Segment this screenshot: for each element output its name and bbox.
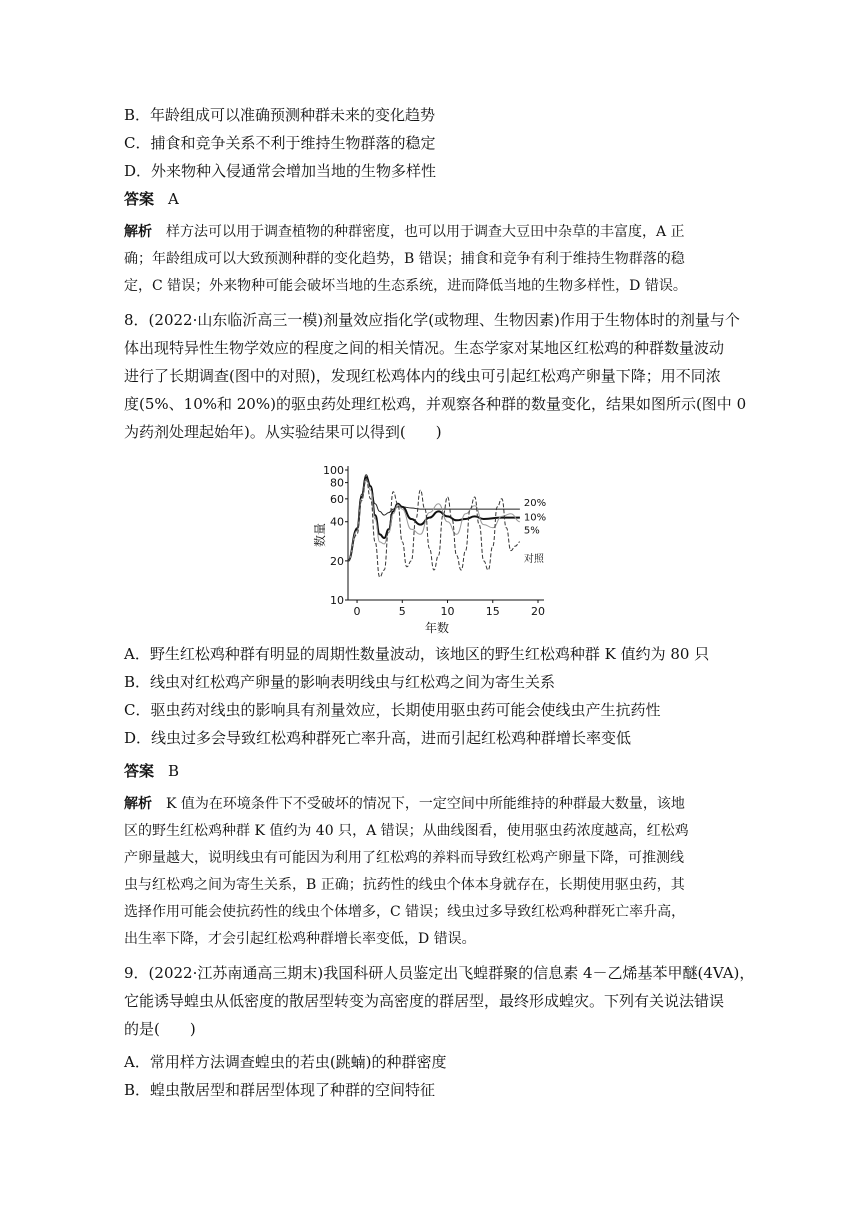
- answer-value: B: [168, 762, 180, 780]
- q8-stem-line: 进行了长期调查(图中的对照)，发现红松鸡体内的线虫可引起红松鸡产卵量下降；用不同浓: [124, 367, 721, 385]
- q9-stem-line: 9．(2022·江苏南通高三期末)我国科研人员鉴定出飞蝗群聚的信息素 4－乙烯基苯甲醚(4VA)，: [124, 964, 755, 982]
- x-axis-label: 年数: [424, 621, 450, 635]
- answer-value: A: [168, 190, 179, 208]
- series-label: 5%: [523, 525, 540, 537]
- y-tick-label: 20: [330, 554, 344, 568]
- population-chart: [310, 460, 580, 640]
- q8-explanation-line: 区的野生红松鸡种群 K 值约为 40 只，A 错误；从曲线图看，使用驱虫药浓度越高，红松鸡: [124, 823, 689, 839]
- q7-option-c: C．捕食和竞争关系不利于维持生物群落的稳定: [124, 134, 436, 152]
- chart-labels: [312, 498, 546, 635]
- q8-option-d: D．线虫过多会导致红松鸡种群死亡率升高，进而引起红松鸡种群增长率变低: [124, 729, 632, 747]
- series-line: [348, 480, 520, 577]
- x-tick-label: 20: [531, 605, 545, 618]
- series-label: 20%: [523, 498, 547, 510]
- q8-stem-line: 8．(2022·山东临沂高三一模)剂量效应指化学(或物理、生物因素)作用于生物体时的剂量与个: [124, 311, 740, 329]
- q7-answer-row: [124, 189, 744, 209]
- q9-option-b: B．蝗虫散居型和群居型体现了种群的空间特征: [124, 1081, 436, 1099]
- series-line: [348, 479, 520, 561]
- y-tick-label: 60: [330, 492, 344, 506]
- x-tick-label: 5: [398, 605, 406, 618]
- q7-option-d: D．外来物种入侵通常会增加当地的生物多样性: [124, 162, 437, 180]
- y-tick-label: 10: [330, 594, 344, 607]
- q8-option-a: A．野生红松鸡种群有明显的周期性数量波动，该地区的野生红松鸡种群 K 值约为 80 只: [124, 645, 710, 663]
- q7-explanation-line: 解析 样方法可以用于调查植物的种群密度，也可以用于调查大豆田中杂草的丰富度，A 正: [124, 224, 685, 240]
- q8-stem-line: 为药剂处理起始年)。从实验结果可以得到( ): [124, 423, 442, 441]
- y-axis-label: 数量: [313, 522, 327, 548]
- q8-option-c: C．驱虫药对线虫的影响具有剂量效应，长期使用驱虫药可能会使线虫产生抗药性: [124, 701, 661, 719]
- explanation-label: 解析: [124, 796, 152, 812]
- q8-stem-line: 体出现特异性生物学效应的程度之间的相关情况。生态学家对某地区红松鸡的种群数量波动: [124, 339, 725, 357]
- q8-answer-row: [124, 761, 744, 781]
- y-tick-label: 40: [330, 515, 344, 529]
- series-label: 10%: [523, 512, 547, 524]
- q7-explanation-line: 定，C 错误；外来物种可能会破坏当地的生态系统，进而降低当地的生物多样性，D 错误。: [124, 278, 687, 294]
- chart-series: [348, 475, 520, 577]
- x-tick-label: 10: [440, 605, 455, 618]
- q8-explanation-line: 产卵量越大，说明线虫有可能因为利用了红松鸡的养料而导致红松鸡产卵量下降，可推测线: [124, 850, 684, 866]
- q8-option-b: B．线虫对红松鸡产卵量的影响表明线虫与红松鸡之间为寄生关系: [124, 673, 556, 691]
- y-tick-label: 80: [330, 476, 344, 490]
- answer-label: 答案: [124, 190, 155, 208]
- explanation-label: 解析: [124, 224, 152, 240]
- x-tick-label: 0: [353, 605, 361, 618]
- y-tick-label: 100: [323, 464, 344, 477]
- q9-stem-line: 它能诱导蝗虫从低密度的散居型转变为高密度的群居型，最终形成蝗灾。下列有关说法错误: [124, 992, 725, 1010]
- x-tick-label: 15: [485, 605, 500, 618]
- series-label: 对照: [523, 553, 544, 565]
- chart-axes: [323, 464, 545, 618]
- q8-stem-line: 度(5%、10%和 20%)的驱虫药处理红松鸡，并观察各种群的数量变化，结果如图所示(图中 0: [124, 395, 747, 413]
- q9-option-a: A．常用样方法调查蝗虫的若虫(跳蝻)的种群密度: [124, 1053, 447, 1071]
- answer-label: 答案: [124, 762, 155, 780]
- q8-explanation-line: 出生率下降，才会引起红松鸡种群增长率变低，D 错误。: [124, 931, 476, 947]
- q9-stem-line: 的是( ): [124, 1020, 196, 1038]
- q8-explanation-line: 虫与红松鸡之间为寄生关系，B 正确；抗药性的线虫个体本身就存在，长期使用驱虫药，其: [124, 877, 685, 893]
- q7-option-b: B．年龄组成可以准确预测种群未来的变化趋势: [124, 106, 436, 124]
- q8-explanation-line: 解析 K 值为在环境条件下不受破坏的情况下，一定空间中所能维持的种群最大数量，该地: [124, 796, 685, 812]
- q8-explanation-line: 选择作用可能会使抗药性的线虫个体增多，C 错误；线虫过多导致红松鸡种群死亡率升高，: [124, 904, 686, 920]
- series-line: [348, 477, 520, 561]
- q7-explanation-line: 确；年龄组成可以大致预测种群的变化趋势，B 错误；捕食和竞争有利于维持生物群落的稳: [124, 251, 685, 267]
